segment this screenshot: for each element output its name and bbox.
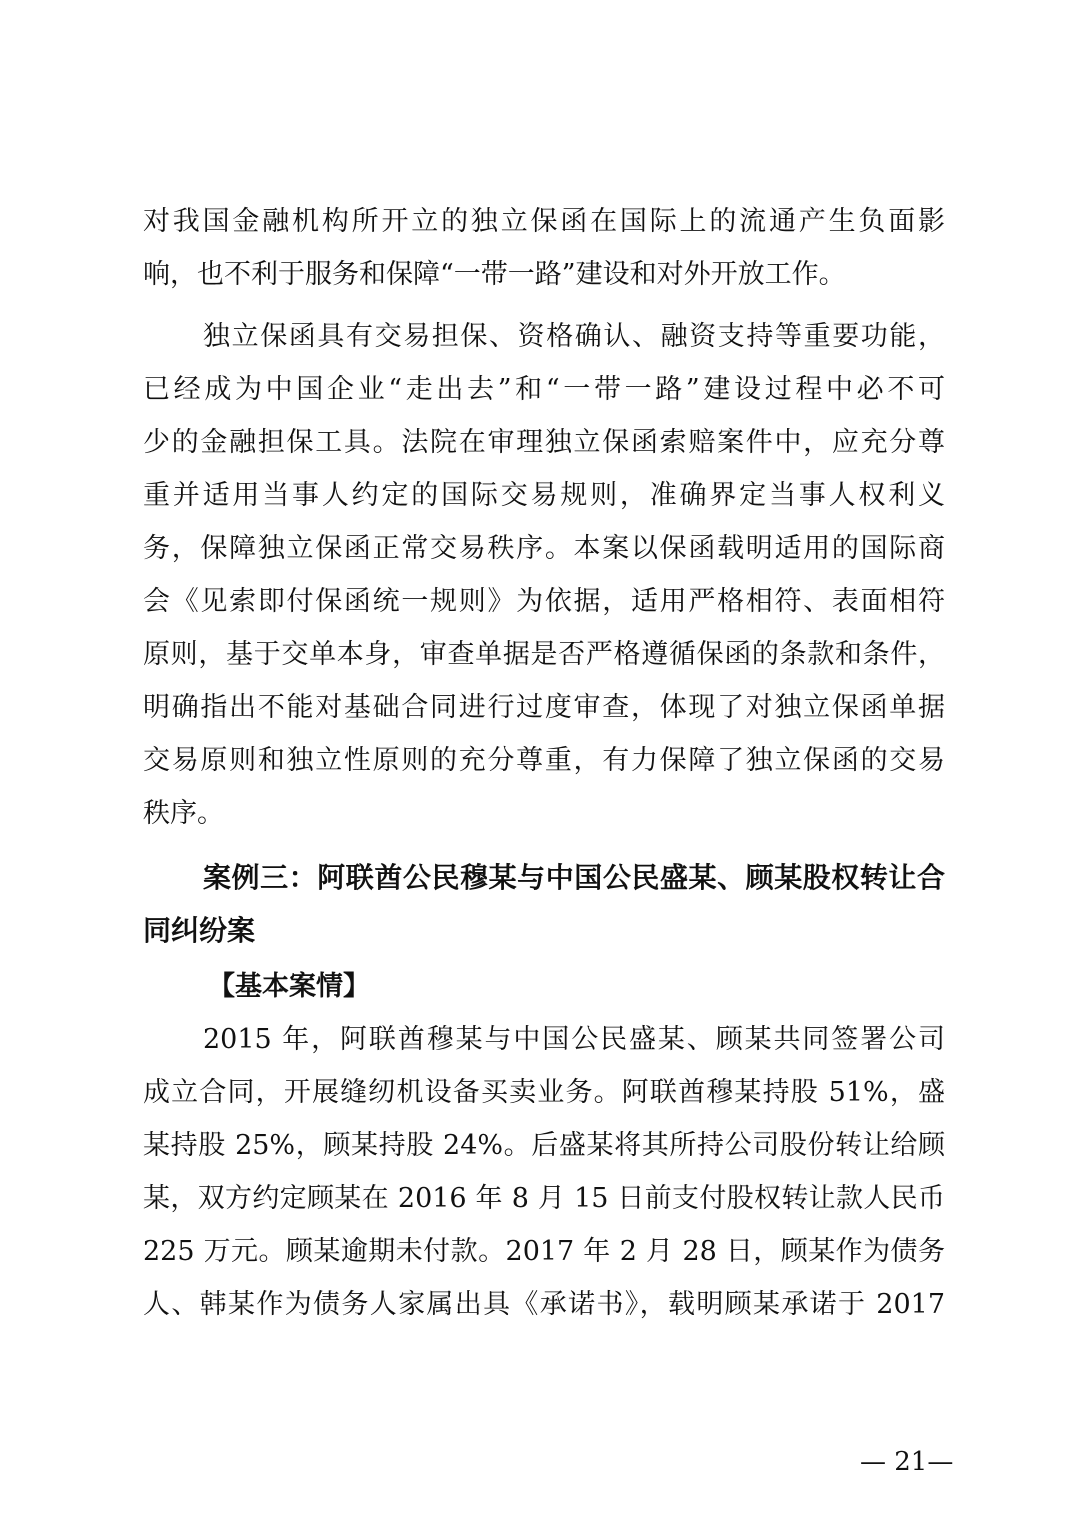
paragraph-3-line-5: 225 万元。顾某逾期未付款。2017 年 2 月 28 日，顾某作为债务 bbox=[143, 1236, 945, 1267]
paragraph-3-line-4: 某，双方约定顾某在 2016 年 8 月 15 日前支付股权转让款人民币 bbox=[143, 1183, 945, 1214]
paragraph-2-line-2: 已经成为中国企业“走出去”和“一带一路”建设过程中必不可 bbox=[143, 374, 945, 405]
paragraph-2-line-1: 独立保函具有交易担保、资格确认、融资支持等重要功能， bbox=[203, 321, 945, 352]
paragraph-3-line-6: 人、韩某作为债务人家属出具《承诺书》，载明顾某承诺于 2017 bbox=[143, 1289, 945, 1320]
paragraph-1-line-1: 对我国金融机构所开立的独立保函在国际上的流通产生负面影 bbox=[143, 206, 945, 237]
paragraph-2-line-10: 秩序。 bbox=[143, 798, 224, 829]
case-heading-line-2: 同纠纷案 bbox=[143, 914, 256, 947]
paragraph-2-line-8: 明确指出不能对基础合同进行过度审查，体现了对独立保函单据 bbox=[143, 692, 945, 723]
paragraph-3-line-3: 某持股 25%，顾某持股 24%。后盛某将其所持公司股份转让给顾 bbox=[143, 1130, 945, 1161]
paragraph-2-line-5: 务，保障独立保函正常交易秩序。本案以保函载明适用的国际商 bbox=[143, 533, 945, 564]
paragraph-2-line-4: 重并适用当事人约定的国际交易规则，准确界定当事人权利义 bbox=[143, 480, 945, 511]
paragraph-2-line-9: 交易原则和独立性原则的充分尊重，有力保障了独立保函的交易 bbox=[143, 745, 945, 776]
paragraph-1-line-2: 响，也不利于服务和保障“一带一路”建设和对外开放工作。 bbox=[143, 259, 846, 290]
paragraph-3-line-2: 成立合同，开展缝纫机设备买卖业务。阿联酋穆某持股 51%，盛 bbox=[143, 1077, 945, 1108]
paragraph-2-line-6: 会《见索即付保函统一规则》为依据，适用严格相符、表面相符 bbox=[143, 586, 945, 617]
section-heading: 【基本案情】 bbox=[208, 971, 370, 1002]
case-heading-line-1: 案例三：阿联酋公民穆某与中国公民盛某、顾某股权转让合 bbox=[203, 861, 945, 894]
page-number: — 21— bbox=[860, 1447, 954, 1477]
paragraph-2-line-3: 少的金融担保工具。法院在审理独立保函索赔案件中，应充分尊 bbox=[143, 427, 945, 458]
paragraph-2-line-7: 原则，基于交单本身，审查单据是否严格遵循保函的条款和条件， bbox=[143, 639, 945, 670]
paragraph-3-line-1: 2015 年，阿联酋穆某与中国公民盛某、顾某共同签署公司 bbox=[203, 1024, 945, 1055]
